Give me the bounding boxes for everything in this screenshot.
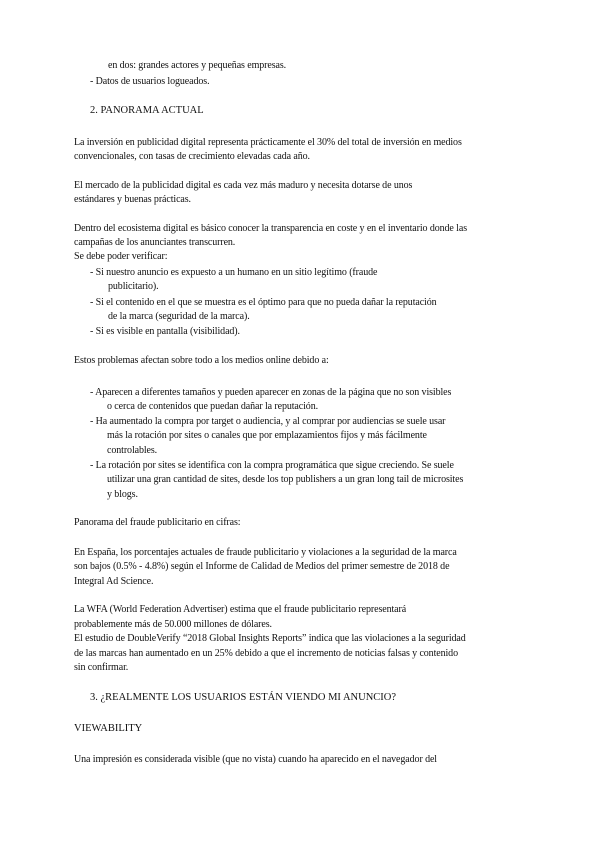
paragraph-line: El mercado de la publicidad digital es cada vez más maduro y necesita dotarse de unos [74,180,413,191]
list-item: - Datos de usuarios logueados. [90,76,210,87]
list-item: - Si nuestro anuncio es expuesto a un humano en un sitio legítimo (fraude [90,267,378,278]
list-item: - Ha aumentado la compra por target o audiencia, y al comprar por audiencias se suele usar [90,416,446,427]
paragraph-line: El estudio de DoubleVerify “2018 Global Insights Reports” indica que las violaciones a la seguridad [74,633,466,644]
subheading: VIEWABILITY [74,723,143,734]
paragraph-line: La inversión en publicidad digital representa prácticamente el 30% del total de inversión en medios [74,137,462,148]
paragraph-line: En España, los porcentajes actuales de fraude publicitario y violaciones a la seguridad de la marca [74,547,457,558]
paragraph-line: son bajos (0.5% - 4.8%) según el Informe de Calidad de Medios del primer semestre de 2018 de [74,561,450,572]
list-continuation: publicitario). [108,281,159,292]
paragraph-line: Una impresión es considerada visible (que no vista) cuando ha aparecido en el navegador del [74,754,437,765]
paragraph-line: Dentro del ecosistema digital es básico conocer la transparencia en coste y en el inventario donde las [74,223,467,234]
list-continuation: de la marca (seguridad de la marca). [108,311,250,322]
list-continuation: y blogs. [107,489,138,500]
section-heading: 3. ¿REALMENTE LOS USUARIOS ESTÁN VIENDO MI ANUNCIO? [90,692,397,703]
paragraph-line: convencionales, con tasas de crecimiento elevadas cada año. [74,151,310,162]
list-continuation: en dos: grandes actores y pequeñas empresas. [108,60,287,71]
section-heading: 2. PANORAMA ACTUAL [90,105,204,116]
paragraph-line: sin confirmar. [74,662,129,673]
paragraph-line: La WFA (World Federation Advertiser) estima que el fraude publicitario representará [74,604,407,615]
list-item: - Aparecen a diferentes tamaños y pueden aparecer en zonas de la página que no son visibles [90,387,452,398]
paragraph-line: Estos problemas afectan sobre todo a los medios online debido a: [74,355,329,366]
paragraph-line: Integral Ad Science. [74,576,154,587]
paragraph-line: Se debe poder verificar: [74,251,168,262]
list-item: - Si el contenido en el que se muestra es el óptimo para que no pueda dañar la reputación [90,297,437,308]
list-item: - La rotación por sites se identifica con la compra programática que sigue creciendo. Se suele [90,460,454,471]
paragraph-line: estándares y buenas prácticas. [74,194,191,205]
list-continuation: o cerca de contenidos que puedan dañar la reputación. [107,401,318,412]
list-continuation: controlables. [107,445,158,456]
paragraph-line: de las marcas han aumentado en un 25% debido a que el incremento de noticias falsas y contenido [74,648,458,659]
paragraph-line: probablemente más de 50.000 millones de dólares. [74,619,272,630]
paragraph-line: Panorama del fraude publicitario en cifras: [74,517,241,528]
list-item: - Si es visible en pantalla (visibilidad). [90,326,240,337]
list-continuation: utilizar una gran cantidad de sites, desde los top publishers a un gran long tail de microsites [107,474,464,485]
paragraph-line: campañas de los anunciantes transcurren. [74,237,236,248]
list-continuation: más la rotación por sites o canales que por emplazamientos fijos y más fácilmente [107,430,427,441]
